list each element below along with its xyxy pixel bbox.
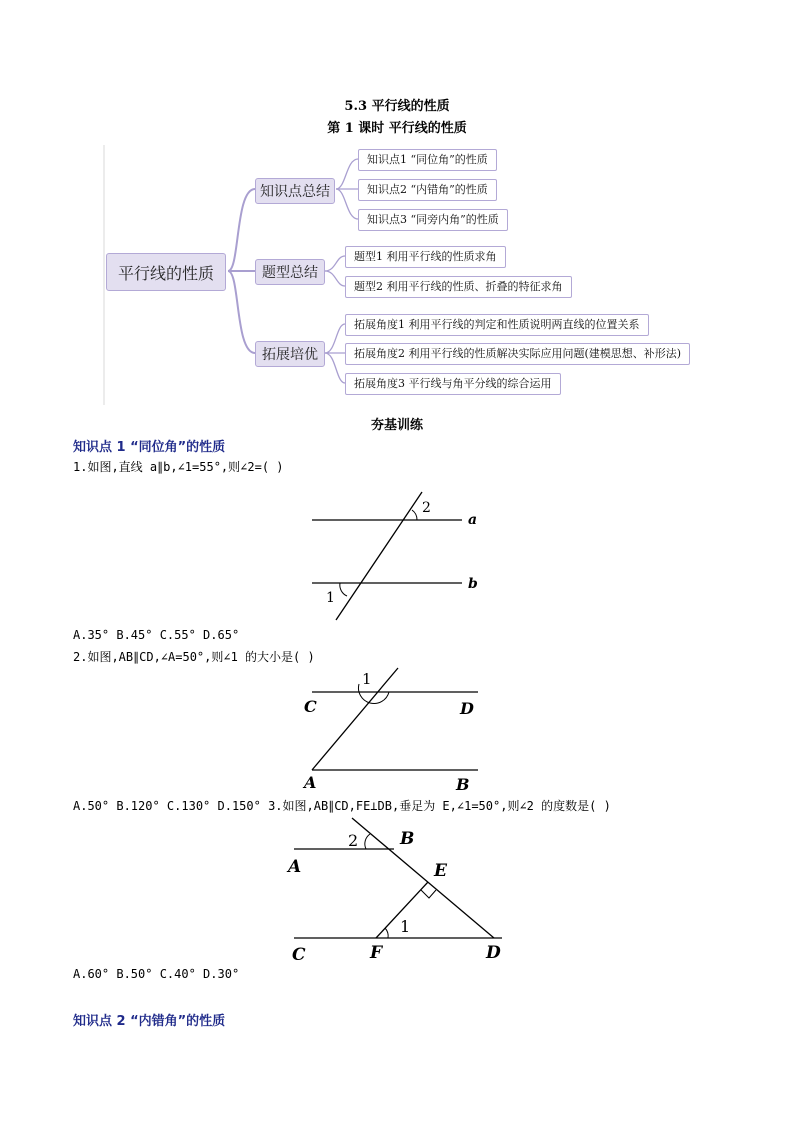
lesson-subtitle: 第 1 课时 平行线的性质 [327, 121, 467, 136]
knowledge-point-1-heading: 知识点 1 “同位角”的性质 [73, 440, 226, 455]
mindmap-branch-types: 题型总结 [255, 259, 325, 285]
transversal [312, 668, 398, 770]
question-3-options: A.60° B.50° C.40° D.30° [73, 967, 240, 981]
mindmap-leaf: 题型2 利用平行线的性质、折叠的特征求角 [345, 276, 572, 298]
point-a-label: A [288, 857, 302, 877]
mindmap-branch-extension: 拓展培优 [255, 341, 325, 367]
section-title: 夯基训练 [370, 418, 423, 433]
mindmap-leaf: 知识点1 “同位角”的性质 [358, 149, 497, 171]
point-c-label: C [304, 697, 317, 716]
mindmap-leaf: 拓展角度3 平行线与角平分线的综合运用 [345, 373, 561, 395]
mindmap-branch-knowledge: 知识点总结 [255, 178, 335, 204]
figure-2 [296, 664, 488, 794]
point-b-label: B [456, 775, 470, 794]
question-1-options: A.35° B.45° C.55° D.65° [73, 628, 240, 642]
figure-3 [284, 814, 510, 966]
lesson-title: 5.3 平行线的性质 [344, 99, 450, 114]
angle-2-label: 2 [422, 500, 431, 516]
angle-1-label: 1 [326, 590, 335, 606]
point-d-label: D [486, 943, 501, 963]
figure-1 [300, 488, 490, 624]
mindmap-root: 平行线的性质 [106, 253, 226, 291]
question-2-options-and-question-3-text: A.50° B.120° C.130° D.150° 3.如图,AB∥CD,FE⊥DB,垂足为 E,∠1=50°,则∠2 的度数是( ) [73, 799, 611, 813]
angle-2-label: 2 [348, 831, 359, 850]
knowledge-point-2-heading: 知识点 2 “内错角”的性质 [73, 1014, 226, 1029]
mindmap-leaf: 知识点3 “同旁内角”的性质 [358, 209, 508, 231]
line-b-label: b [468, 576, 478, 592]
angle-1-arc [385, 928, 388, 938]
question-1-text: 1.如图,直线 a∥b,∠1=55°,则∠2=( ) [73, 460, 284, 474]
angle-2-arc [365, 834, 370, 849]
line-a-label: a [468, 512, 478, 528]
mindmap-leaf: 拓展角度1 利用平行线的判定和性质说明两直线的位置关系 [345, 314, 649, 336]
point-f-label: F [370, 943, 383, 963]
angle-2-arc [412, 510, 417, 520]
point-d-label: D [460, 699, 474, 718]
right-angle-mark [421, 890, 436, 898]
angle-1-arc [340, 583, 347, 596]
angle-1-label: 1 [362, 670, 372, 688]
mindmap-leaf: 题型1 利用平行线的性质求角 [345, 246, 506, 268]
line-bd [352, 818, 494, 938]
mindmap [0, 140, 794, 410]
mindmap-leaf: 知识点2 “内错角”的性质 [358, 179, 497, 201]
transversal [336, 492, 422, 620]
point-e-label: E [434, 861, 447, 881]
question-2-text: 2.如图,AB∥CD,∠A=50°,则∠1 的大小是( ) [73, 650, 315, 664]
point-b-label: B [400, 829, 415, 849]
mindmap-leaf: 拓展角度2 利用平行线的性质解决实际应用问题(建模思想、补形法) [345, 343, 690, 365]
point-c-label: C [292, 945, 306, 965]
angle-1-label: 1 [400, 917, 411, 936]
point-a-label: A [304, 773, 317, 792]
